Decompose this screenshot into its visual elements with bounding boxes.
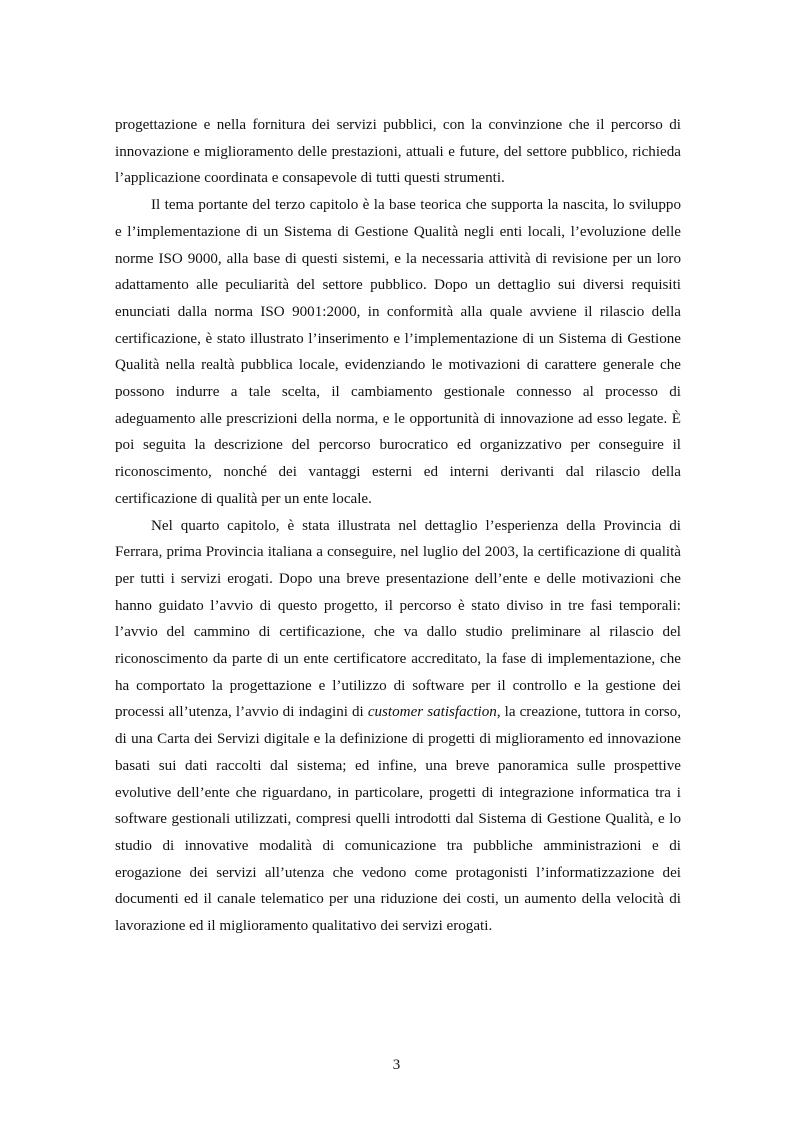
body-text: [115, 112, 681, 940]
emphasis-customer-satisfaction: customer satisfaction: [367, 704, 497, 721]
page-number: 3: [392, 1057, 401, 1073]
paragraph-continuation: progettazione e nella fornitura dei servizi pubblici, con la convinzione che il percorso di innovazione e miglioramento delle prestazioni, attuali e future, del settore pubblico, richieda l’applicazione coordinata e consapevole di tutti questi strumenti.: [115, 117, 681, 187]
paragraph-text-after: , la creazione, tuttora in corso, di una Carta dei Servizi digitale e la definizione di progetti di miglioramento ed innovazione basati sui dati raccolti dal sistema; ed infine, una breve panoramica sulle prospettive evolutive dell’ente che riguardano, in particolare, progetti di integrazione informatica tra i software gestionali utilizzati, compresi quelli introdotti dal Sistema di Gestione Qualità, e lo studio di innovative modalità di comunicazione tra pubbliche amministrazioni e di erogazione dei servizi all’utenza che vedono come protagonisti l’informatizzazione dei documenti ed il canale telematico per una riduzione dei costi, un aumento della velocità di lavorazione ed il miglioramento qualitativo dei servizi erogati.: [115, 704, 681, 935]
paragraph-text-before: Nel quarto capitolo, è stata illustrata nel dettaglio l’esperienza della Provincia di Ferrara, prima Provincia italiana a conseguire, nel luglio del 2003, la certificazione di qualità per tutti i servizi erogati. Dopo una breve presentazione dell’ente e delle motivazioni che hanno guidato l’avvio di questo progetto, il percorso è stato diviso in tre fasi temporali: l’avvio del cammino di certificazione, che va dallo studio preliminare al rilascio del riconoscimento da parte di un ente certificatore accreditato, la fase di implementazione, che ha comportato la progettazione e l’utilizzo di software per il controllo e la gestione dei processi all’utenza, l’avvio di indagini di: [115, 517, 681, 721]
paragraph-third-chapter: Il tema portante del terzo capitolo è la base teorica che supporta la nascita, lo sviluppo e l’implementazione di un Sistema di Gestione Qualità negli enti locali, l’evoluzione delle norme ISO 9000, alla base di questi sistemi, e la necessaria attività di revisione per un loro adattamento alle peculiarità del settore pubblico. Dopo un dettaglio sui diversi requisiti enunciati dalla norma ISO 9001:2000, in conformità alla quale avviene il rilascio della certificazione, è stato illustrato l’inserimento e l’implementazione di un Sistema di Gestione Qualità nella realtà pubblica locale, evidenziando le motivazioni di carattere generale che possono indurre a tale scelta, il cambiamento gestionale connesso al processo di adeguamento alle prescrizioni della norma, e le opportunità di innovazione ad esso legate. È poi seguita la descrizione del percorso burocratico ed organizzativo per conseguire il riconoscimento, nonché dei vantaggi esterni ed interni derivanti dal rilascio della certificazione di qualità per un ente locale.: [115, 197, 681, 507]
paragraph-fourth-chapter: [115, 513, 681, 940]
